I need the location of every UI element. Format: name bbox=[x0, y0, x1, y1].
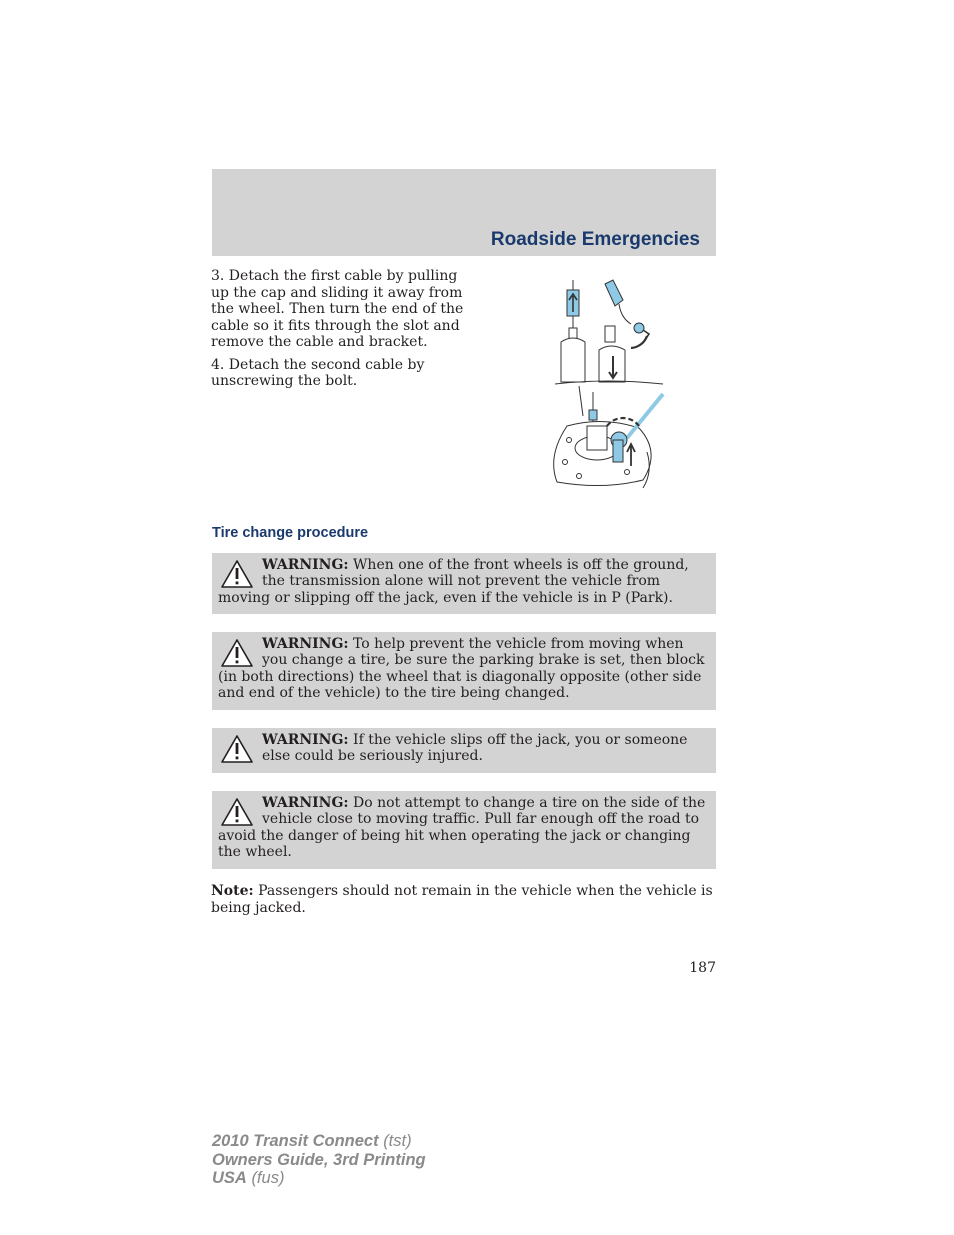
warning-triangle-icon bbox=[220, 797, 254, 827]
cable-detach-illustration bbox=[543, 276, 673, 494]
warning-triangle-icon bbox=[220, 559, 254, 589]
warning-triangle-icon bbox=[220, 734, 254, 764]
warning-label: WARNING: bbox=[262, 557, 349, 573]
step-4: 4. Detach the second cable by unscrewing the bolt. bbox=[211, 356, 425, 389]
section-title: Roadside Emergencies bbox=[490, 229, 700, 250]
warning-label: WARNING: bbox=[262, 732, 349, 748]
footer-edition bbox=[212, 1132, 426, 1188]
warning-label: WARNING: bbox=[262, 636, 349, 652]
step-3: 3. Detach the first cable by pulling up the cap and sliding it away from the wheel. Then turn the end of the cable so it fits through the slot and remove the cable and bracket. bbox=[211, 268, 464, 350]
footer-line-1: 2010 Transit Connect (tst) bbox=[212, 1132, 412, 1150]
note-paragraph bbox=[211, 883, 716, 917]
footer-line-2: Owners Guide, 3rd Printing bbox=[212, 1150, 426, 1169]
warning-box-3 bbox=[212, 728, 716, 773]
warning-box-4 bbox=[212, 791, 716, 869]
warning-triangle-icon bbox=[220, 638, 254, 668]
warning-text: When one of the front wheels is off the ground, the transmission alone will not prevent the vehicle from moving or slipping off the jack, even if the vehicle is in P (Park). bbox=[218, 557, 689, 606]
warning-label: WARNING: bbox=[262, 795, 349, 811]
subsection-title: Tire change procedure bbox=[212, 525, 369, 541]
steps-text bbox=[211, 268, 473, 396]
warning-box-2 bbox=[212, 632, 716, 710]
section-header-band bbox=[212, 169, 716, 256]
note-label: Note: bbox=[211, 883, 254, 899]
warning-text: To help prevent the vehicle from moving when you change a tire, be sure the parking brake is set, then block (in both directions) the wheel that is diagonally opposite (other side and end of the vehicle) to the tire being changed. bbox=[218, 636, 705, 702]
warning-box-1 bbox=[212, 553, 716, 614]
note-text: Passengers should not remain in the vehicle when the vehicle is being jacked. bbox=[211, 883, 713, 916]
page-number: 187 bbox=[689, 960, 716, 976]
warning-text: If the vehicle slips off the jack, you or someone else could be seriously injured. bbox=[262, 732, 688, 765]
footer-line-3: USA (fus) bbox=[212, 1169, 285, 1187]
warning-text: Do not attempt to change a tire on the side of the vehicle close to moving traffic. Pull far enough off the road to avoid the danger of being hit when operating the jack or changing the wheel. bbox=[218, 795, 706, 861]
